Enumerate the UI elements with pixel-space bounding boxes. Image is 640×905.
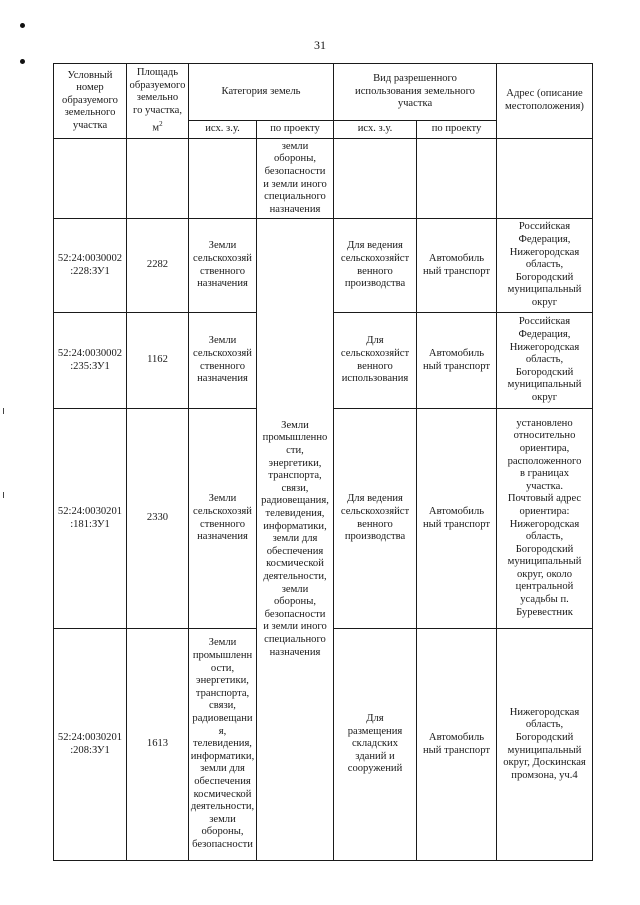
margin-dot bbox=[20, 23, 25, 28]
plot-number: 52:24:0030201 :208:ЗУ1 bbox=[54, 629, 127, 861]
header-area bbox=[127, 64, 189, 139]
plot-area: 2282 bbox=[127, 219, 189, 313]
use-existing: Для ведения сельскохозяйст венного производства bbox=[334, 219, 417, 313]
header-use: Вид разрешенного использования земельного участка bbox=[334, 64, 497, 121]
use-project: Автомобиль ный транспорт bbox=[417, 409, 497, 629]
header-number: Условный номер образуемого земельного участка bbox=[54, 64, 127, 139]
use-existing: Для ведения сельскохозяйст венного производства bbox=[334, 409, 417, 629]
empty-cell bbox=[334, 139, 417, 219]
table-row bbox=[54, 219, 593, 313]
header-category: Категория земель bbox=[189, 64, 334, 121]
category-project-merged: Земли промышленно сти, энергетики, транспорта, связи, радиовещания, телевидения, информатики, земли для обеспечения космической деятельности, земли обороны, безопасности и земли иного специального назначения bbox=[257, 219, 334, 861]
continuation-category-project: земли обороны, безопасности и земли иного специального назначения bbox=[257, 139, 334, 219]
use-project: Автомобиль ный транспорт bbox=[417, 629, 497, 861]
plot-number: 52:24:0030201 :181:ЗУ1 bbox=[54, 409, 127, 629]
subheader-category-existing: исх. з.у. bbox=[189, 121, 257, 139]
category-existing: Земли промышленн ости, энергетики, транспорта, связи, радиовещани я, телевидения, информатики, земли для обеспечения космической деятельности, земли обороны, безопасности bbox=[189, 629, 257, 861]
header-area-text: Площадь образуемого земельно го участка, bbox=[129, 67, 186, 117]
subheader-category-project: по проекту bbox=[257, 121, 334, 139]
plot-area: 1613 bbox=[127, 629, 189, 861]
use-existing: Для сельскохозяйст венного использования bbox=[334, 313, 417, 409]
address: установлено относительно ориентира, расположенного в границах участка. Почтовый адрес ориентира: Нижегородская область, Богородский муниципальный округ, около центральной усадьбы п. Буревестник bbox=[497, 409, 593, 629]
category-existing: Земли сельскохозяй ственного назначения bbox=[189, 313, 257, 409]
header-address: Адрес (описание местоположения) bbox=[497, 64, 593, 139]
plot-area: 2330 bbox=[127, 409, 189, 629]
scan-edge-mark bbox=[3, 492, 4, 498]
use-existing: Для размещения складских зданий и сооружений bbox=[334, 629, 417, 861]
subheader-use-project: по проекту bbox=[417, 121, 497, 139]
category-existing: Земли сельскохозяй ственного назначения bbox=[189, 409, 257, 629]
header-row bbox=[54, 64, 593, 121]
scan-edge-mark bbox=[3, 408, 4, 414]
subheader-use-existing: исх. з.у. bbox=[334, 121, 417, 139]
empty-cell bbox=[54, 139, 127, 219]
plot-number: 52:24:0030002 :228:ЗУ1 bbox=[54, 219, 127, 313]
category-existing: Земли сельскохозяй ственного назначения bbox=[189, 219, 257, 313]
plot-number: 52:24:0030002 :235:ЗУ1 bbox=[54, 313, 127, 409]
continuation-row bbox=[54, 139, 593, 219]
use-project: Автомобиль ный транспорт bbox=[417, 313, 497, 409]
empty-cell bbox=[127, 139, 189, 219]
use-project: Автомобиль ный транспорт bbox=[417, 219, 497, 313]
address: Российская Федерация, Нижегородская область, Богородский муниципальный округ bbox=[497, 313, 593, 409]
header-area-unit: м bbox=[152, 122, 160, 134]
plot-area: 1162 bbox=[127, 313, 189, 409]
empty-cell bbox=[417, 139, 497, 219]
margin-dot bbox=[20, 59, 25, 64]
empty-cell bbox=[497, 139, 593, 219]
address: Российская Федерация, Нижегородская область, Богородский муниципальный округ bbox=[497, 219, 593, 313]
address: Нижегородская область, Богородский муниципальный округ, Доскинская промзона, уч.4 bbox=[497, 629, 593, 861]
land-plots-table bbox=[53, 63, 593, 861]
page-number: 31 bbox=[314, 38, 326, 52]
empty-cell bbox=[189, 139, 257, 219]
header-area-superscript: 2 bbox=[159, 119, 163, 128]
